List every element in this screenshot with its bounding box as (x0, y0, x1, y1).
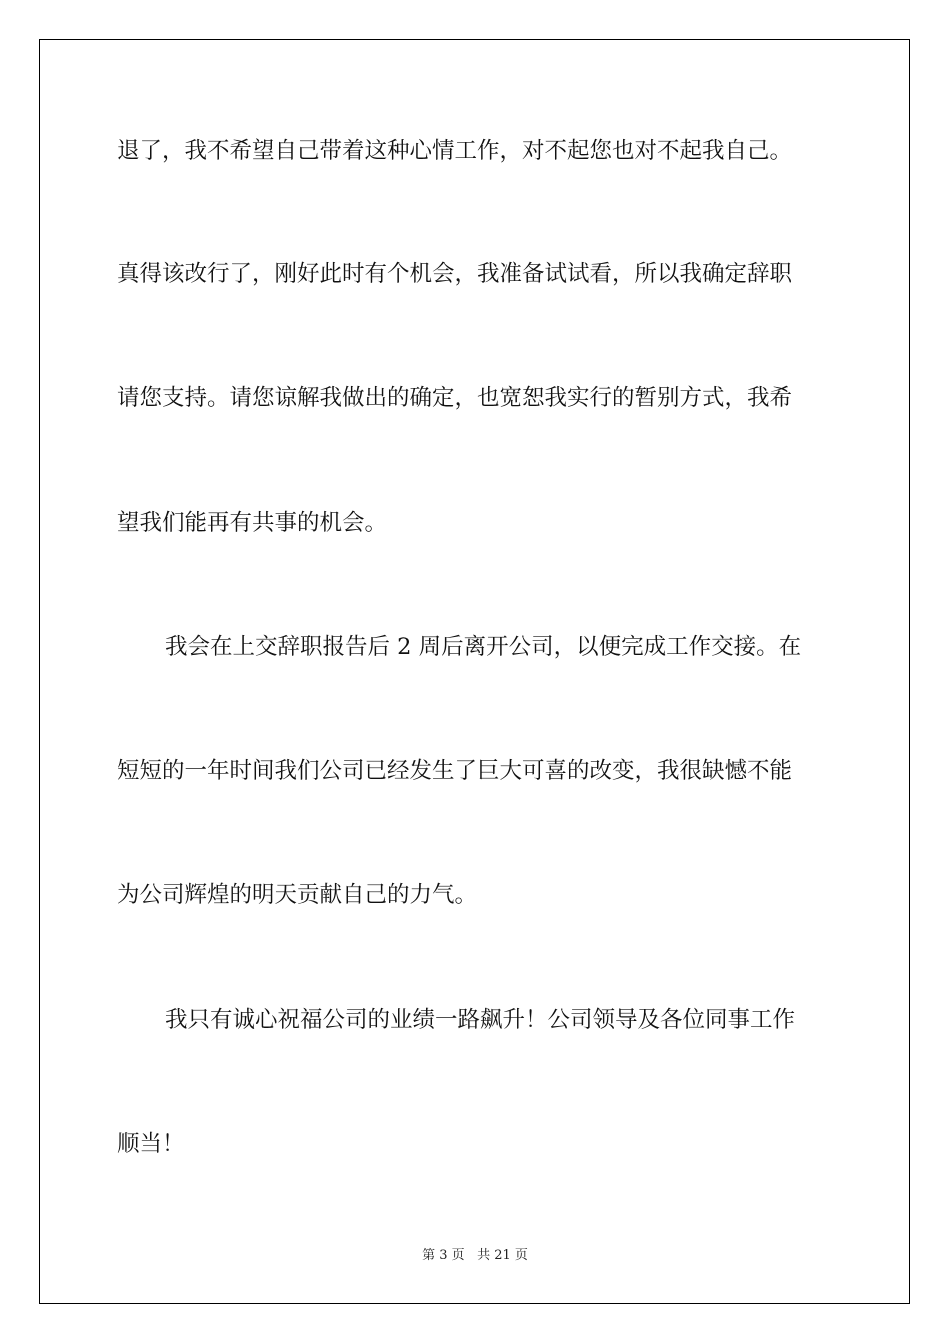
text-line: 真得该改行了，刚好此时有个机会，我准备试试看，所以我确定辞职 (117, 261, 793, 287)
text-line: 望我们能再有共事的机会。 (117, 510, 388, 536)
text-line: 我只有诚心祝福公司的业绩一路飙升！公司领导及各位同事工作 (165, 1007, 796, 1033)
footer-spacer (465, 1248, 477, 1263)
text-line: 短短的一年时间我们公司已经发生了巨大可喜的改变，我很缺憾不能 (117, 758, 793, 784)
current-page-number: 第 3 页 (422, 1248, 465, 1263)
text-line: 为公司辉煌的明天贡献自己的力气。 (117, 882, 478, 908)
page-border (39, 39, 910, 1304)
page-footer (0, 1247, 950, 1265)
text-line: 顺当！ (117, 1131, 185, 1157)
text-line: 我会在上交辞职报告后 2 周后离开公司，以便完成工作交接。在 (165, 634, 802, 660)
total-page-count: 共 21 页 (477, 1248, 528, 1263)
text-line: 退了，我不希望自己带着这种心情工作，对不起您也对不起我自己。 (117, 138, 793, 164)
text-line: 请您支持。请您谅解我做出的确定，也宽恕我实行的暂别方式，我希 (117, 385, 793, 411)
